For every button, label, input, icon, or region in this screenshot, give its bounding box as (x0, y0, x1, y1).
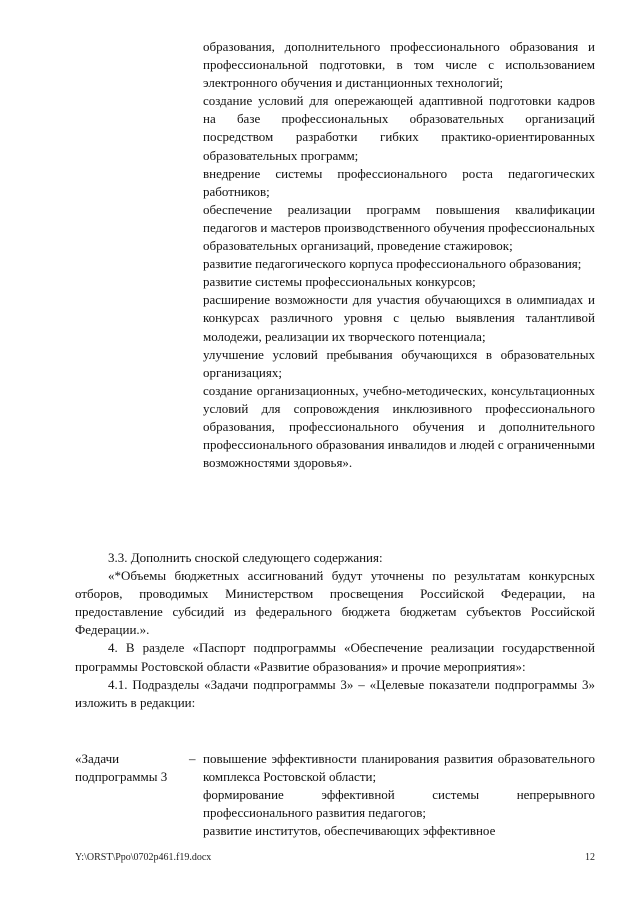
task-item: развитие педагогического корпуса профессионального образования; (203, 256, 582, 272)
task-item: создание организационных, учебно-методических, консультационных условий для сопровождения инклюзивного профессионального образования, профессионального обучения и дополнительного профессионального образования инвалидов и людей с ограниченными возможностями здоровья». (203, 382, 595, 471)
paragraph: 4.1. Подразделы «Задачи подпрограммы 3» – «Целевые показатели подпрограммы 3» изложить в редакции: (75, 676, 595, 710)
file-path: Y:\ORST\Ppo\0702p461.f19.docx (75, 852, 212, 863)
task-item: образования, дополнительного профессионального образования и профессиональной подготовки, в том числе с использованием электронного обучения и дистанционных технологий; (203, 39, 595, 91)
paragraph: 3.3. Дополнить сноской следующего содержания: (108, 550, 383, 565)
task-item: внедрение системы профессионального роста педагогических работников; (203, 165, 595, 199)
passport-task-item: развитие институтов, обеспечивающих эффективное (203, 823, 496, 839)
passport-label: «Задачи подпрограммы 3 (75, 751, 168, 785)
passport-dash: – (189, 751, 196, 766)
task-item: создание условий для опережающей адаптивной подготовки кадров на базе профессиональных образовательных организаций посредством разработки гибких практико-ориентированных образовательных программ; (203, 93, 595, 163)
passport-task-item: формирование эффективной системы непрерывного профессионального развития педагогов; (203, 787, 595, 821)
task-item: расширение возможности для участия обучающихся в олимпиадах и конкурсах различного уровня с целью выявления талантливой молодежи, реализации их творческого потенциала; (203, 292, 595, 344)
main-text (75, 549, 595, 712)
continued-task-list (203, 38, 595, 472)
passport-tasks (203, 750, 595, 840)
page-number: 12 (585, 852, 595, 863)
task-item: улучшение условий пребывания обучающихся в образовательных организациях; (203, 346, 595, 380)
task-item: обеспечение реализации программ повышения квалификации педагогов и мастеров производственного обучения профессиональных образовательных организаций, проведение стажировок; (203, 201, 595, 254)
task-item: развитие системы профессиональных конкурсов; (203, 274, 476, 290)
paragraph: «*Объемы бюджетных ассигнований будут уточнены по результатам конкурсных отборов, проводимых Министерством просвещения Российской Федерации, на предоставление субсидий из федерального бюджета бюджетам субъектов Российской Федерации.». (75, 568, 595, 638)
paragraph: 4. В разделе «Паспорт подпрограммы «Обеспечение реализации государственной программы Ростовской области «Развитие образования» и прочие мероприятия»: (75, 640, 595, 674)
passport-task-item: повышение эффективности планирования развития образовательного комплекса Ростовской области; (203, 751, 595, 785)
